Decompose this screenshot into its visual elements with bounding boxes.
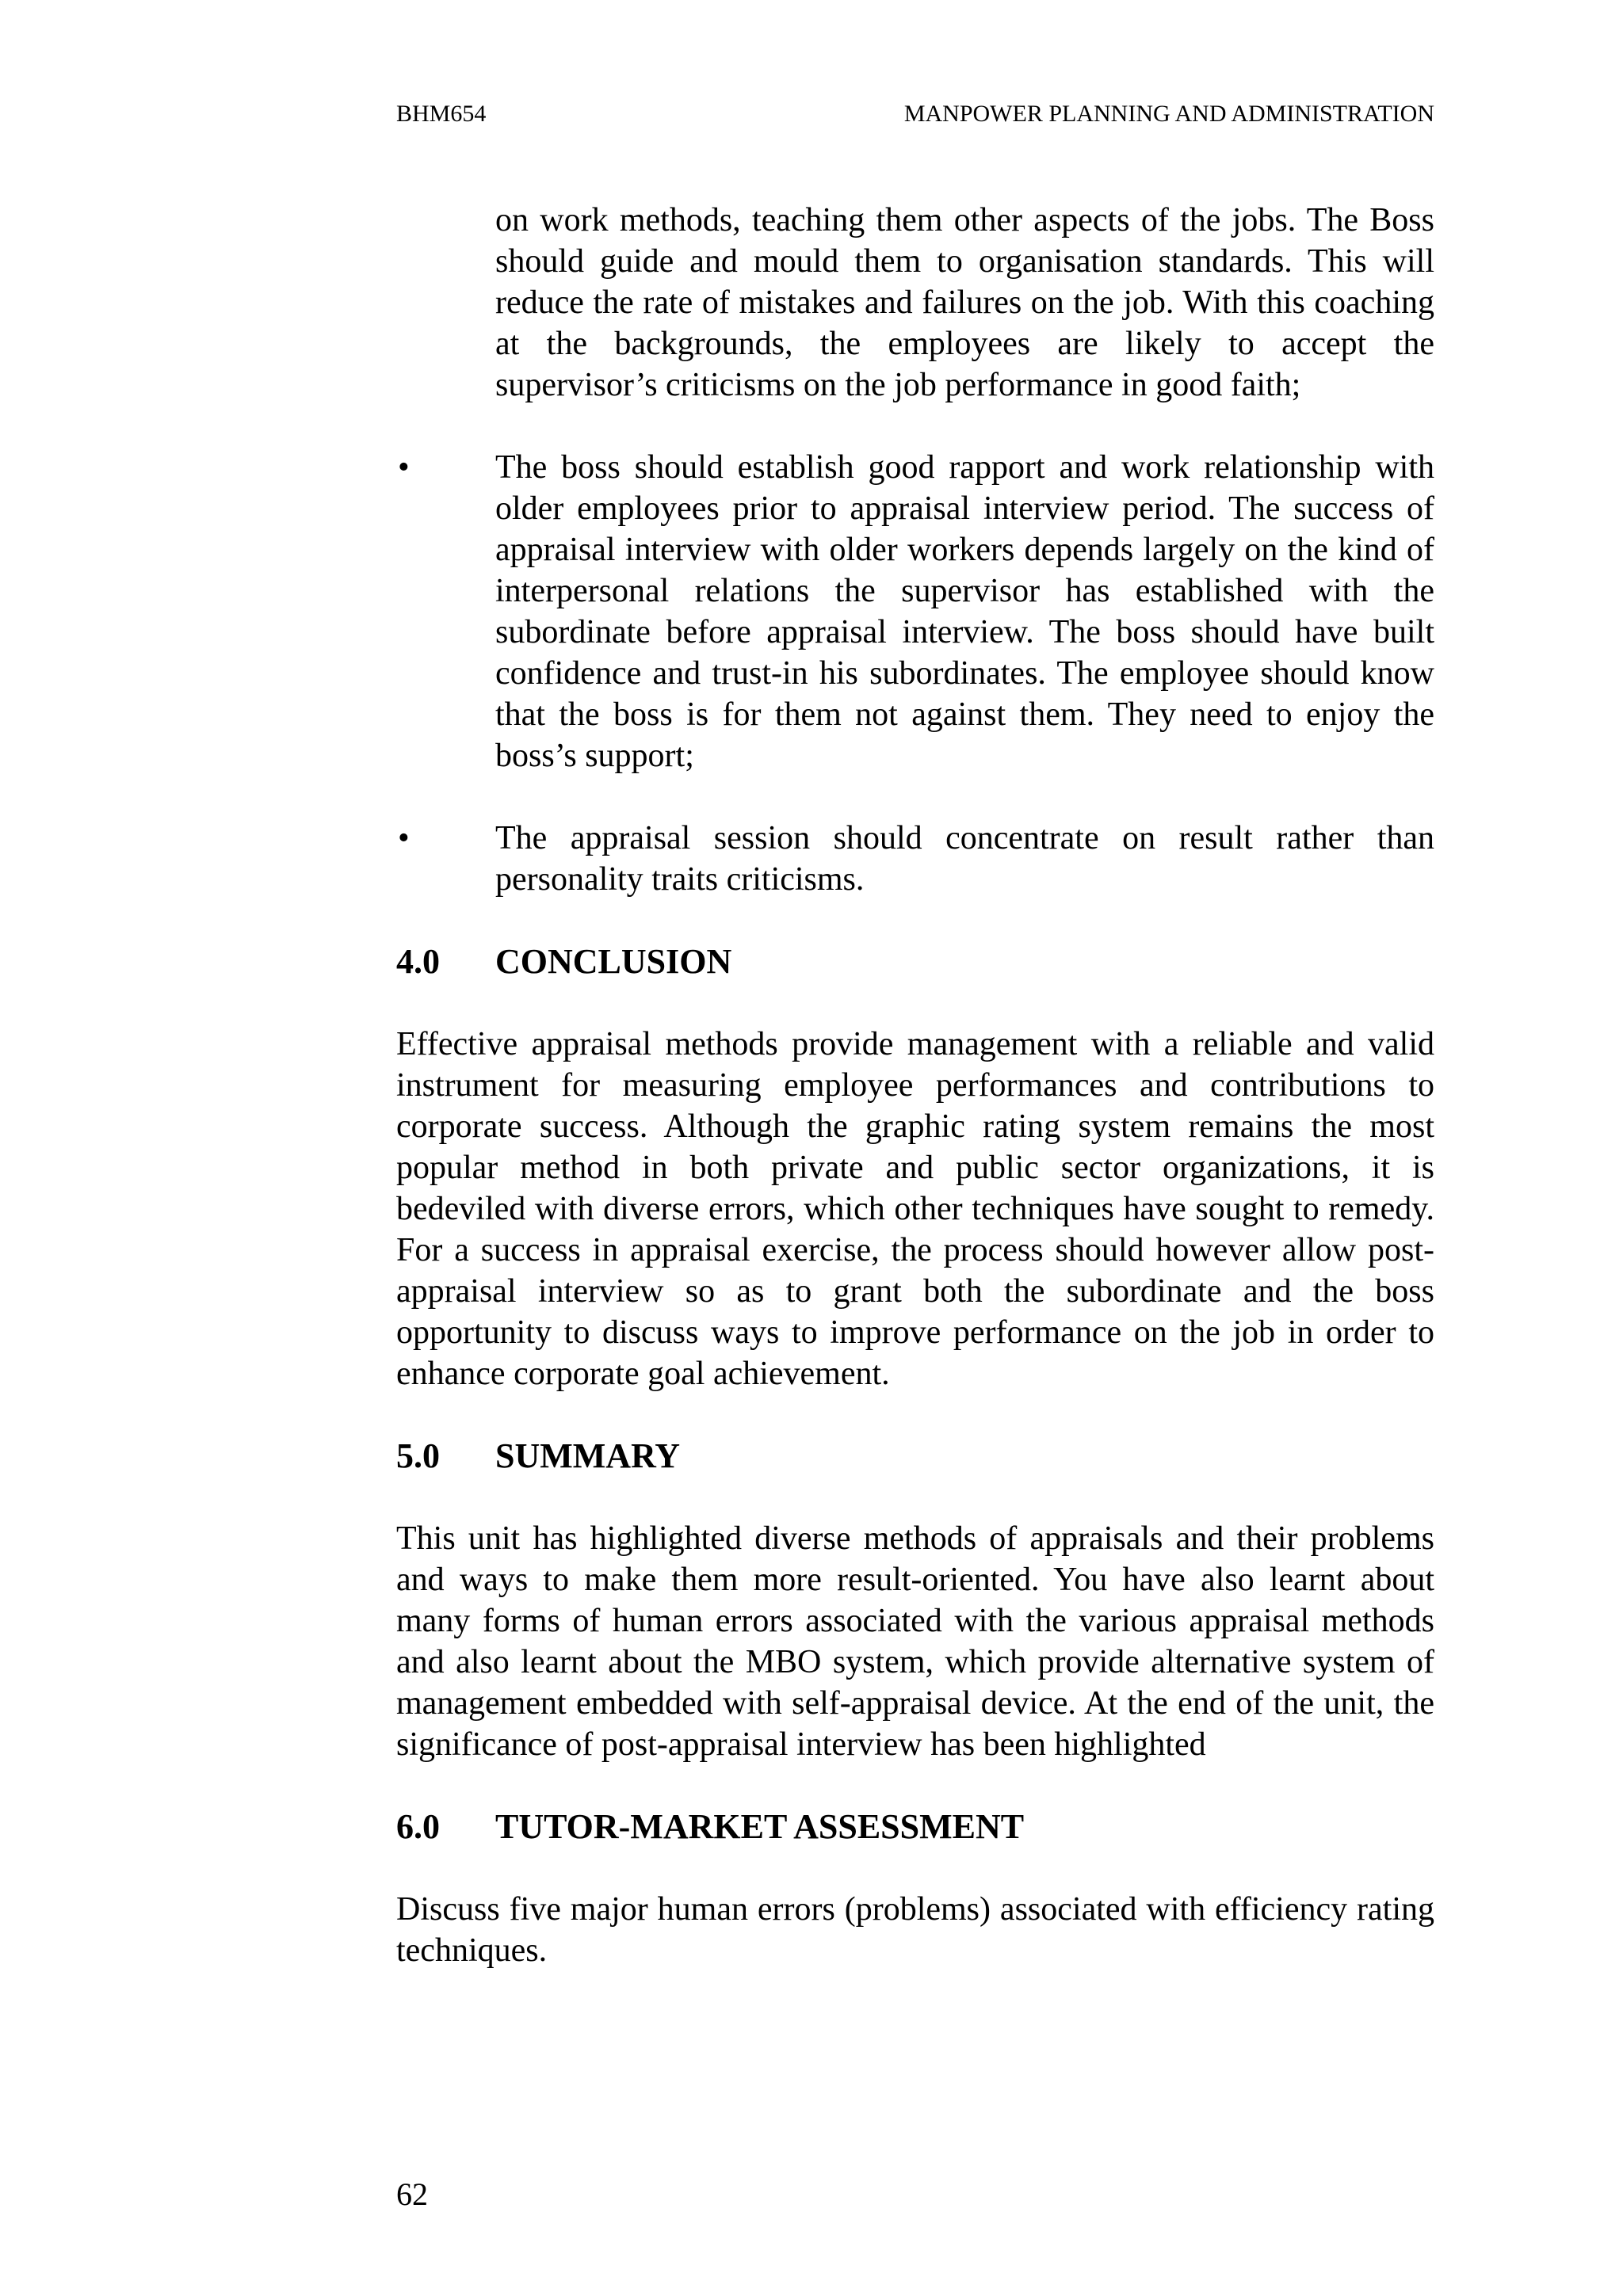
running-header bbox=[396, 100, 1434, 128]
conclusion-body: Effective appraisal methods provide management with a reliable and valid instrument for measuring employee performances and contributions to corporate success. Although the graphic rating system remains the most popular method in both private and public sector organizations, it is bedeviled with diverse errors, which other techniques have sought to remedy. For a success in appraisal exercise, the process should however allow post-appraisal interview so as to grant both the subordinate and the boss opportunity to discuss ways to improve performance on the job in order to enhance corporate goal achievement. bbox=[396, 1026, 1434, 1392]
course-title: MANPOWER PLANNING AND ADMINISTRATION bbox=[903, 101, 1434, 127]
page-number: 62 bbox=[396, 2176, 428, 2212]
bullet-item-2 bbox=[396, 818, 1434, 900]
bullet-icon: • bbox=[398, 449, 410, 486]
course-code: BHM654 bbox=[396, 101, 487, 127]
bullet-text: The boss should establish good rapport and work relationship with older employees prior to appraisal interview period. The success of appraisal interview with older workers depends largely on the kind of interpersonal relations the supervisor has established with the subordinate before appraisal interview. The boss should have built confidence and trust-in his subordinates. The employee should know that the boss is for them not against them. They need to enjoy the boss’s support; bbox=[495, 449, 1434, 774]
page-content bbox=[396, 200, 1434, 1971]
bullet-icon: • bbox=[398, 820, 410, 856]
section-number: 4.0 bbox=[396, 942, 440, 981]
assessment-body: Discuss five major human errors (problems) associated with efficiency rating techniques. bbox=[396, 1891, 1434, 1969]
section-heading-tutor-market-assessment bbox=[396, 1806, 1434, 1848]
section-title: SUMMARY bbox=[495, 1436, 681, 1475]
bullet-text: The appraisal session should concentrate on result rather than personality traits criticisms. bbox=[495, 820, 1434, 898]
section-heading-summary bbox=[396, 1436, 1434, 1477]
section-number: 6.0 bbox=[396, 1807, 440, 1846]
summary-body: This unit has highlighted diverse methods of appraisals and their problems and ways to make them more result-oriented. You have also learnt about many forms of human errors associated with the various appraisal methods and also learnt about the MBO system, which provide alternative system of management embedded with self-appraisal device. At the end of the unit, the significance of post-appraisal interview has been highlighted bbox=[396, 1520, 1434, 1763]
bullet-item-1 bbox=[396, 447, 1434, 776]
section-title: CONCLUSION bbox=[495, 942, 732, 981]
section-heading-conclusion bbox=[396, 941, 1434, 982]
section-number: 5.0 bbox=[396, 1436, 440, 1475]
continued-paragraph: on work methods, teaching them other aspects of the jobs. The Boss should guide and mould them to organisation standards. This will reduce the rate of mistakes and failures on the job. With this coaching at the backgrounds, the employees are likely to accept the supervisor’s criticisms on the job performance in good faith; bbox=[495, 202, 1434, 403]
section-title: TUTOR-MARKET ASSESSMENT bbox=[495, 1807, 1025, 1846]
